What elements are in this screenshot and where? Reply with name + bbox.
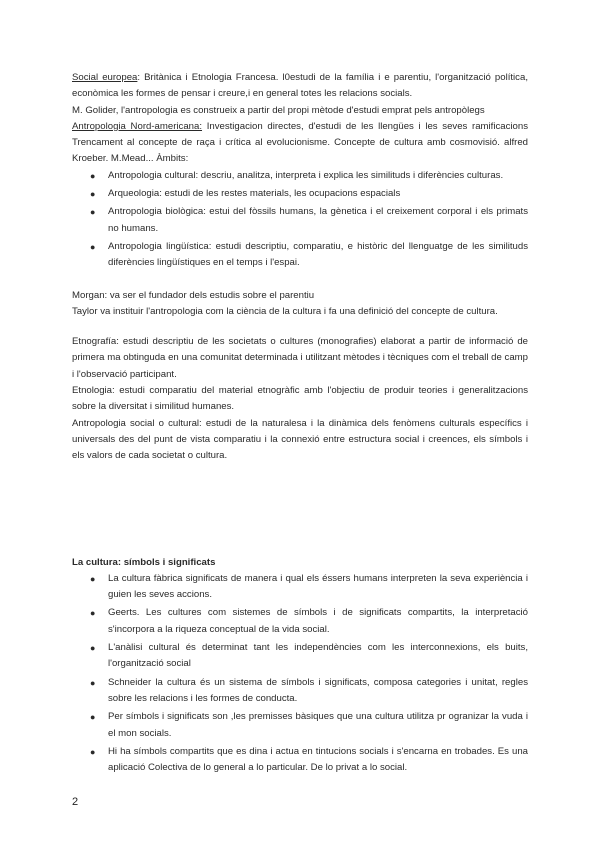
paragraph-antropologia-nord-americana [72,119,528,168]
list-item [90,186,528,202]
list-item [90,744,528,777]
document-page [72,70,528,778]
ambits-list [72,168,528,272]
cultura-list [72,571,528,777]
list-item-text: L'anàlisi cultural és determinat tant les independències com les interconnexions, els buits, l'organització social [108,642,528,670]
bullet-icon: ● [90,207,96,218]
list-item-text: Geerts. Les cultures com sistemes de símbols i de significats compartits, la interpretació s'incorpora a la riqueza conceptual de la vida social. [108,607,528,635]
paragraph-morgan: Morgan: va ser el fundador dels estudis sobre el parentiu [72,289,315,301]
paragraph-etnologia: Etnologia: estudi comparatiu del material etnogràfic amb l'objectiu de produir teories i generalitzacions sobre la diversitat i similitud humanes. [72,385,528,413]
term-social-europea: Social europea [72,72,138,83]
bullet-icon: ● [90,643,96,654]
paragraph-golider: M. Golider, l'antropologia es construeix a partir del propi mètode d'estudi emprat pels antropòlegs [72,104,485,116]
list-item-text: Antropologia biològica: estui del fòssils humans, la gènetica i el creixement corporal i els primats no humans. [108,206,528,234]
bullet-icon: ● [90,712,96,723]
spacer [72,465,528,555]
paragraph-taylor: Taylor va instituir l'antropologia com la ciència de la cultura i fa una definició del concepte de cultura. [72,305,498,317]
list-item-text: La cultura fàbrica significats de manera i qual els éssers humans interpreten la seva experiència i guien les seves accions. [108,572,528,601]
spacer [72,274,528,288]
bullet-icon: ● [90,677,96,688]
list-item [90,571,528,604]
paragraph-etnografia: Etnografía: estudi descriptiu de les societats o cultures (monografies) elaborat a partir de informació de primera ma obtinguda en una comunitat determinada i utilitzant mètodes i tècniques com el treball de camp i l'observació participant. [72,336,528,380]
paragraph-text: : Britànica i Etnologia Francesa. l0estudi de la família i e parentiu, l'organització política, econòmica les formes de pensar i creure,i en general totes les relacions socials. [72,72,528,100]
list-item-text: Hi ha símbols compartits que es dina i actua en tintucions socials i s'encarna en trobades. Es una aplicació Colectiva de lo general a lo particular. De lo privat a lo social. [108,745,528,774]
bullet-icon: ● [90,573,96,584]
bullet-icon: ● [90,608,96,619]
section-heading: La cultura: símbols i significats [72,556,216,568]
spacer [72,320,528,334]
bullet-icon: ● [90,241,96,252]
list-item-text: Schneider la cultura és un sistema de símbols i significats, composa categories i unitat, regles sobre les relacions i les formes de conducta. [108,676,528,704]
list-item [90,605,528,638]
list-item [90,168,528,184]
list-item-text: Per símbols i significats son ,les premisses bàsiques que una cultura utilitza pr ogranizar la vuda i el mon socials. [108,711,528,739]
paragraph-antropologia-social: Antropologia social o cultural: estudi de la naturalesa i la dinàmica dels fenòmens culturals específics i universals des del punt de vista comparatiu i la connexió entre estructura social i creences, els símbols i els valors de cada societat o cultura. [72,417,528,462]
paragraph-social-europea [72,70,528,103]
list-item [90,239,528,272]
list-item [90,709,528,742]
list-item-text: Arqueologia: estudi de les restes materials, les ocupacions espacials [108,188,401,200]
list-item [90,675,528,708]
list-item [90,640,528,673]
list-item-text: Antropologia cultural: descriu, analitza, interpreta i explica les similituds i diferències culturas. [108,169,504,181]
list-item [90,204,528,237]
paragraph-text: Investigacion directes, d'estudi de les llengües i les seves ramificacions Trencament al concepte de raça i crítica al evolucionisme. Concepte de cultura amb cosmovisió. alfred Kroeber. M.Mead... Àmbits: [72,120,529,165]
bullet-icon: ● [90,746,96,757]
term-antropologia-nord-americana: Antropologia Nord-americana: [72,120,203,132]
list-item-text: Antropologia lingüística: estudi descriptiu, comparatiu, e històric del llenguatge de les similituds diferències lingüístiques en el temps i l'espai. [108,240,528,269]
bullet-icon: ● [90,189,96,200]
bullet-icon: ● [90,170,96,181]
page-number: 2 [72,796,79,808]
